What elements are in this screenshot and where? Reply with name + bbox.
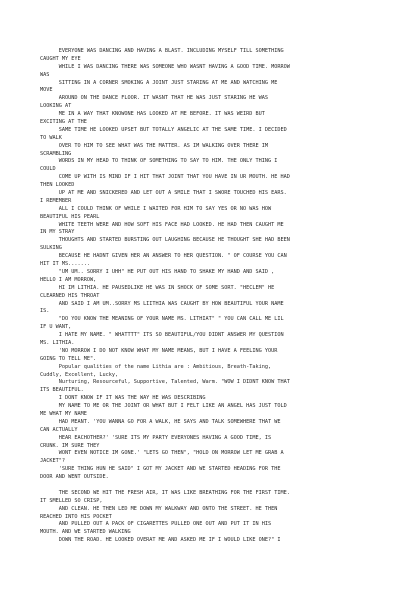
story-text xyxy=(40,48,392,545)
text-line: IT SMELLED SO CRISP, xyxy=(40,497,103,504)
text-line: UP AT ME AND SNICKERED AND LET OUT A SMILE THAT I SWORE TOUCHED HIS EARS. xyxy=(40,190,287,197)
text-line: MY NAME TO ME OR THE JOINT OR WHAT BUT I FELT LIKE AN ANGEL HAS JUST TOLD xyxy=(40,403,287,410)
text-line: WAS xyxy=(40,71,50,78)
text-line: HIT IT MS....... xyxy=(40,261,90,268)
text-line: SAME TIME HE LOOKED UPSET BUT TOTALLY ANGELIC AT THE SAME TIME. I DECIDED xyxy=(40,126,287,133)
text-line: THOUGHTS AND STARTED BURSTING OUT LAUGHING BECAUSE HE THOUGHT SHE HAD BEEN xyxy=(40,237,290,244)
text-line: Popular qualities of the name Lithia are : Ambitious, Breath-Taking, xyxy=(40,363,272,370)
text-line: ME WHAT MY NAME xyxy=(40,410,87,417)
text-line: HI IM LITHIA. HE PAUSEDLIKE HE WAS IN SHOCK OF SOME SORT. "HECLEM" HE xyxy=(40,284,275,291)
text-line: DOOR AND WENT OUTSIDE. xyxy=(40,474,109,481)
text-line: EXCITING AT THE xyxy=(40,119,87,126)
text-line: MS. LITHIA. xyxy=(40,339,75,346)
text-line: WHILE I WAS DANCING THERE WAS SOMEONE WHO WASNT HAVING A GOOD TIME. MORROW xyxy=(40,63,290,70)
text-line: CRUNK. IM SURE THEY xyxy=(40,442,100,449)
text-line: COME UP WITH IS MIND IF I HIT THAT JOINT THAT YOU HAVE IN UR MOUTH. HE HAD xyxy=(40,174,290,181)
text-line: MOUTH. AND WE STARTED WALKING xyxy=(40,529,131,536)
text-line: HEAR EACHOTHER?' 'SURE ITS MY PARTY EVERYONES HAVING A GOOD TIME, IS xyxy=(40,434,272,441)
text-line: SULKING xyxy=(40,245,62,252)
text-line: WHITE TEETH WERE AND HOW SOFT HIS FACE HAD LOOKED. HE HAD THEN CAUGHT ME xyxy=(40,221,284,228)
text-line: IN MY STRAY xyxy=(40,229,75,236)
text-line: SITTING IN A CORNER SMOKING A JOINT JUST STARING AT ME AND WATCHING ME xyxy=(40,79,278,86)
text-line: 'SURE THING HUN HE SAID" I GOT MY JACKET AND WE STARTED HEADING FOR THE xyxy=(40,466,281,473)
text-line: 'NO MORROW I DO NOT KNOW WHAT MY NAME MEANS, BUT I HAVE A FEELING YOUR xyxy=(40,347,278,354)
text-line: EVERYONE WAS DANCING AND HAVING A BLAST. INCLUDING MYSELF TILL SOMETHING xyxy=(40,48,284,54)
text-line: DOWN THE ROAD. HE LOOKED OVERAT ME AND ASKED ME IF I WOULD LIKE ONE?" I xyxy=(40,537,281,544)
text-line: THE SECOND WE HIT THE FRESH AIR, IT WAS LIKE BREATHING FOR THE FIRST TIME. xyxy=(40,489,290,496)
text-line: Nurturing, Resourceful, Supportive, Talented, Warm. "WOW I DIDNT KNOW THAT xyxy=(40,379,290,386)
text-line: ITS BEAUTIFUL. xyxy=(40,387,84,394)
text-line: SCRAMBLING xyxy=(40,150,72,157)
text-line: Cuddly, Excellent, Lucky, xyxy=(40,371,119,378)
text-line: CAUGHT MY EYE xyxy=(40,55,81,62)
text-line: CLEARNED HIS THROAT xyxy=(40,292,100,299)
text-line: AND SAID I AM UM..SORRY MS LIITHIA WAS CAUGHT BY HOW BEAUTIFUL YOUR NAME xyxy=(40,300,284,307)
text-line: MOVE xyxy=(40,87,53,94)
text-line: AROUND ON THE DANCE FLOOR. IT WASNT THAT HE WAS JUST STARING HE WAS xyxy=(40,95,268,102)
text-line: BECAUSE HE HADNT GIVEN HER AN ANSWER TO HER QUESTION. " OF COURSE YOU CAN xyxy=(40,253,287,260)
text-line: WORDS IN MY HEAD TO THINK OF SOMETHING TO SAY TO HIM. THE ONLY THING I xyxy=(40,158,278,165)
text-line: HELLO I AM MORROW, xyxy=(40,276,97,283)
text-line: IF U WANT, xyxy=(40,324,72,331)
text-line: I HATE MY NAME. " WHATTTT" ITS SO BEAUTIFUL/YOU DIDNT ANSWER MY QUESTION xyxy=(40,332,284,339)
text-line: BEAUTIFUL HIS PEARL xyxy=(40,213,100,220)
text-line: IS. xyxy=(40,308,50,315)
text-line: AND CLEAN. HE THEN LED ME DOWN MY WALKWAY AND ONTO THE STREET. HE THEN xyxy=(40,505,278,512)
text-line: REACHED INTO HIS POCKET xyxy=(40,513,112,520)
text-line: WONT EVEN NOTICE IM GONE.' "LETS GO THEN", "HOLD ON MORROW LET ME GRAB A xyxy=(40,450,284,457)
text-line: LOOKING AT xyxy=(40,103,72,110)
text-line: HAD MEANT. 'YOU WANNA GO FOR A WALK, HE SAYS AND TALK SOMEWHERE THAT WE xyxy=(40,418,281,425)
text-line: ME IN A WAY THAT KNOWONE HAS LOOKED AT ME BEFORE. IT WAS WEIRD BUT xyxy=(40,111,265,118)
text-line: AND PULLED OUT A PACK OF CIGARETTES PULLED ONE OUT AND PUT IT IN HIS xyxy=(40,521,272,528)
text-line: COULD xyxy=(40,166,56,173)
text-line: CAN ACTUALLY xyxy=(40,426,78,433)
text-line: "DO YOU KNOW THE MEANING OF YOUR NAME MS. LITHIAT" " YOU CAN CALL ME LIL xyxy=(40,316,284,323)
text-line: THEN LOOKED xyxy=(40,182,75,189)
text-line: ALL I COULD THINK OF WHILE I WAITED FOR HIM TO SAY YES OR NO WAS HOW xyxy=(40,205,272,212)
text-line: GOING TO TELL ME". xyxy=(40,355,97,362)
text-line: OVER TO HIM TO SEE WHAT WAS THE MATTER. AS IM WALKING OVER THERE IM xyxy=(40,142,268,149)
text-line: JACKET"? xyxy=(40,458,65,465)
text-line xyxy=(40,482,392,490)
text-line: I REMEMBER xyxy=(40,197,72,204)
text-line: TO WALK xyxy=(40,134,62,141)
text-line: "UM UM.. SORRY I UHH" HE PUT OUT HIS HAND TO SHAKE MY HAND AND SAID , xyxy=(40,268,275,275)
text-line: I DONT KNOW IF IT WAS THE WAY HE WAS DESCRIBING xyxy=(40,395,206,402)
